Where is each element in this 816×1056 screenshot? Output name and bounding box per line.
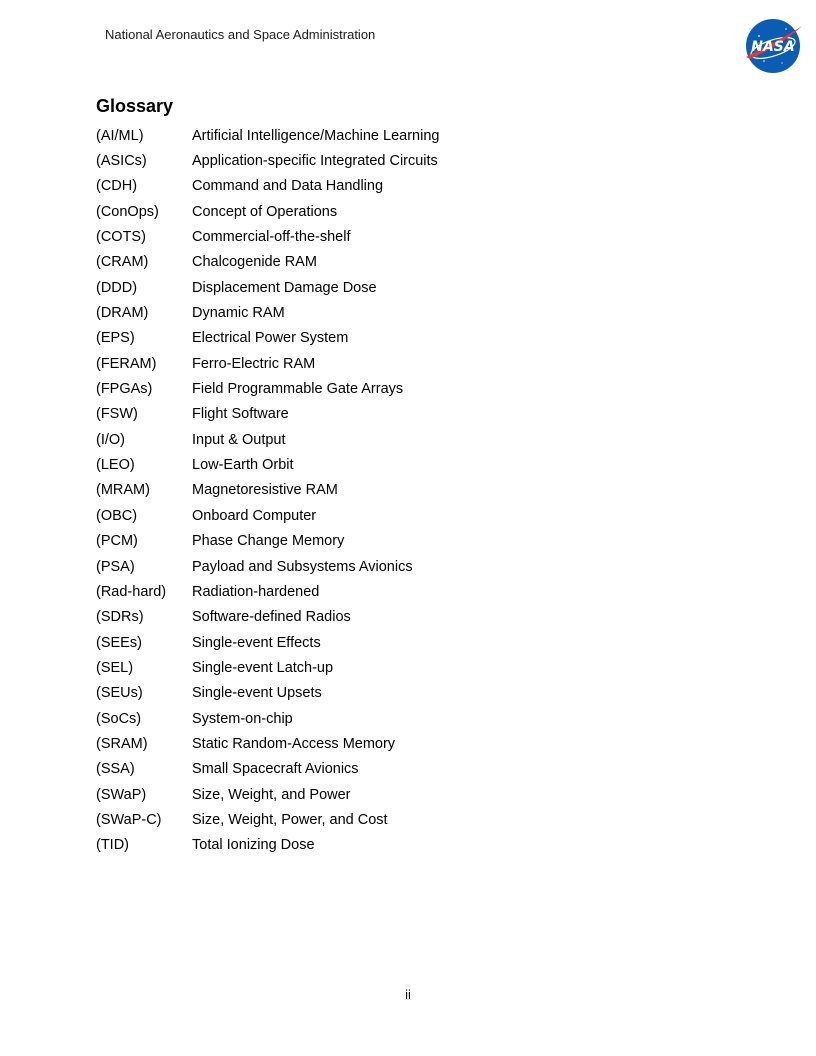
glossary-term: (PCM) — [96, 533, 138, 550]
glossary-term: (SWaP-C) — [96, 811, 162, 828]
glossary-term: (MRAM) — [96, 482, 150, 499]
glossary-term: (ConOps) — [96, 203, 159, 220]
glossary-entry — [96, 605, 439, 630]
glossary-definition: Magnetoresistive RAM — [192, 482, 338, 499]
page-number: ii — [405, 987, 411, 1002]
glossary-entry — [96, 199, 439, 224]
glossary-definition: Field Programmable Gate Arrays — [192, 381, 404, 398]
glossary-definition: Commercial-off-the-shelf — [192, 229, 351, 246]
glossary-entry — [96, 503, 439, 528]
glossary-definition: Onboard Computer — [192, 507, 317, 524]
glossary-entry — [96, 427, 439, 452]
glossary-entry — [96, 655, 439, 680]
glossary-term: (ASICs) — [96, 153, 147, 170]
glossary-definition: Software-defined Radios — [192, 609, 351, 626]
glossary-definition: Static Random-Access Memory — [192, 735, 396, 752]
glossary-definition: Application-specific Integrated Circuits — [192, 153, 438, 170]
nasa-logo-text: NASA — [751, 39, 795, 55]
glossary-term: (SEUs) — [96, 685, 143, 702]
glossary-term: (DDD) — [96, 279, 138, 296]
glossary-definition: Total Ionizing Dose — [192, 837, 315, 854]
glossary-term: (OBC) — [96, 507, 138, 524]
glossary-entry — [96, 630, 439, 655]
glossary-definition: Single-event Effects — [192, 634, 321, 651]
glossary-entry — [96, 757, 439, 782]
glossary-term: (CDH) — [96, 178, 138, 195]
glossary-entry — [96, 782, 439, 807]
glossary-term: (SRAM) — [96, 735, 148, 752]
glossary-entry — [96, 300, 439, 325]
glossary-entry — [96, 326, 439, 351]
glossary-term: (FERAM) — [96, 355, 157, 372]
glossary-term: (TID) — [96, 837, 130, 854]
glossary-definition: Electrical Power System — [192, 330, 349, 347]
glossary-entry — [96, 224, 439, 249]
glossary-term: (PSA) — [96, 558, 135, 575]
glossary-definition: Dynamic RAM — [192, 305, 285, 322]
glossary-definition: Flight Software — [192, 406, 289, 423]
glossary-term: (AI/ML) — [96, 127, 144, 144]
glossary-entry — [96, 275, 439, 300]
glossary-title: Glossary — [96, 96, 174, 116]
glossary-entry — [96, 402, 439, 427]
glossary-definition: Command and Data Handling — [192, 178, 384, 195]
glossary-term: (I/O) — [96, 431, 125, 448]
glossary-definition: Single-event Upsets — [192, 685, 322, 702]
glossary-definition: Concept of Operations — [192, 203, 338, 220]
header-organization: National Aeronautics and Space Administration — [105, 27, 376, 42]
glossary-term: (LEO) — [96, 457, 135, 474]
glossary-term: (SSA) — [96, 761, 135, 778]
glossary-definition: Radiation-hardened — [192, 583, 320, 600]
glossary-entry — [96, 148, 439, 173]
glossary-entry — [96, 807, 439, 832]
glossary-list — [96, 123, 439, 858]
glossary-term: (SWaP) — [96, 786, 147, 803]
glossary-definition: System-on-chip — [192, 710, 293, 727]
glossary-definition: Chalcogenide RAM — [192, 254, 317, 271]
glossary-entry — [96, 706, 439, 731]
glossary-definition: Input & Output — [192, 431, 286, 448]
glossary-term: (SDRs) — [96, 609, 144, 626]
glossary-term: (SEL) — [96, 659, 134, 676]
glossary-definition: Ferro-Electric RAM — [192, 355, 316, 372]
glossary-definition: Small Spacecraft Avionics — [192, 761, 359, 778]
glossary-term: (SoCs) — [96, 710, 142, 727]
glossary-term: (SEEs) — [96, 634, 142, 651]
glossary-entry — [96, 833, 439, 858]
glossary-entry — [96, 579, 439, 604]
glossary-term: (DRAM) — [96, 305, 149, 322]
glossary-term: (EPS) — [96, 330, 135, 347]
nasa-logo — [742, 17, 804, 75]
glossary-definition: Displacement Damage Dose — [192, 279, 377, 296]
glossary-term: (Rad-hard) — [96, 583, 167, 600]
glossary-entry — [96, 731, 439, 756]
glossary-entry — [96, 478, 439, 503]
glossary-definition: Artificial Intelligence/Machine Learning — [192, 127, 440, 144]
glossary-term: (COTS) — [96, 229, 146, 246]
glossary-definition: Size, Weight, Power, and Cost — [192, 811, 388, 828]
glossary-definition: Payload and Subsystems Avionics — [192, 558, 413, 575]
glossary-entry — [96, 250, 439, 275]
glossary-entry — [96, 123, 439, 148]
glossary-definition: Low-Earth Orbit — [192, 457, 294, 474]
glossary-entry — [96, 529, 439, 554]
glossary-definition: Single-event Latch-up — [192, 659, 334, 676]
glossary-term: (FSW) — [96, 406, 138, 423]
glossary-definition: Size, Weight, and Power — [192, 786, 351, 803]
glossary-entry — [96, 681, 439, 706]
glossary-entry — [96, 351, 439, 376]
glossary-entry — [96, 174, 439, 199]
glossary-entry — [96, 452, 439, 477]
glossary-entry — [96, 554, 439, 579]
glossary-term: (CRAM) — [96, 254, 149, 271]
glossary-term: (FPGAs) — [96, 381, 153, 398]
glossary-entry — [96, 376, 439, 401]
glossary-definition: Phase Change Memory — [192, 533, 345, 550]
